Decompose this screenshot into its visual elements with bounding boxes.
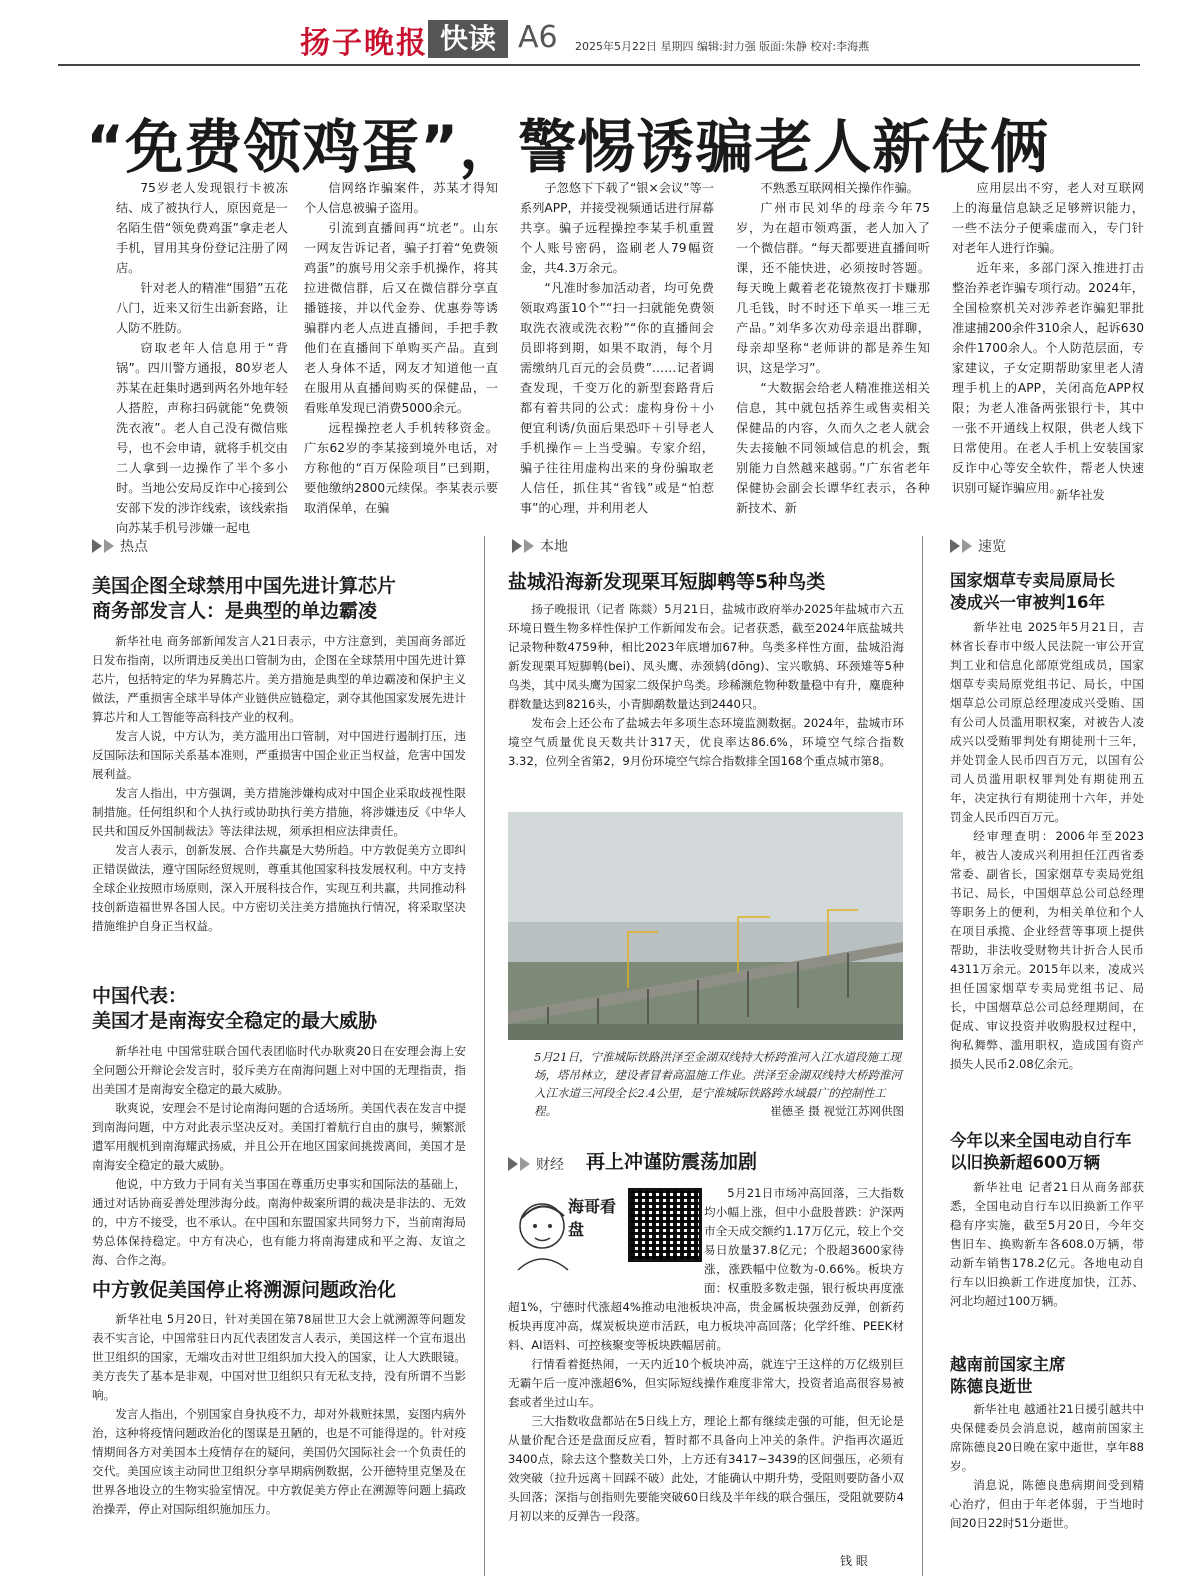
section-label-local: 本地 [512, 536, 568, 556]
paragraph: 应用层出不穷，老人对互联网上的海量信息缺乏足够辨识能力，一些不法分子便乘虚而入，专门针对老年人进行诈骗。 [952, 181, 1144, 255]
lead-column-4 [736, 178, 930, 515]
paragraph: 他说，中方致力于同有关当事国在尊重历史事实和国际法的基础上，通过对话协商妥善处理涉海分歧。南海仲裁案所谓的裁决是非法的、无效的，中方不接受，也不承认。在中国和东盟国家共同努力下，当前南海局势总体保持稳定。中方有决心，也有能力将南海建成和平之海、友谊之海、合作之海。 [92, 1177, 466, 1267]
column-divider-right [922, 536, 923, 1576]
column-divider-left [484, 536, 485, 1576]
hot-article-2-title: 中国代表： 美国才是南海安全稳定的最大威胁 [92, 985, 378, 1032]
hot-article-1-title: 美国企图全球禁用中国先进计算芯片 商务部发言人：是典型的单边霸凌 [92, 575, 397, 622]
paragraph: 新华社电 商务部新闻发言人21日表示，中方注意到，美国商务部近日发布指南，以所谓违反美出口管制为由，企图在全球禁用中国先进计算芯片，包括特定的华为昇腾芯片。美方措施是典型的单边霸凌和保护主义做法，严重损害全球半导体产业链供应链稳定，剥夺其他国家发展先进计算芯片和人工智能等高科技产业的权利。 [92, 634, 466, 724]
paragraph: 新华社电 2025年5月21日，吉林省长春市中级人民法院一审公开宣判工业和信息化部原党组成员，国家烟草专卖局原党组书记、局长，中国烟草总公司原总经理凌成兴受贿、国有公司人员滥用职权案，对被告人凌成兴以受贿罪判处有期徒刑十三年，并处罚金人民币四百万元，以国有公司人员滥用职权罪判处有期徒刑五年，决定执行有期徒刑十六年，并处罚金人民币四百万元。 [950, 620, 1144, 824]
paragraph: 信网络诈骗案件，苏某才得知个人信息被骗子盗用。 [304, 181, 498, 215]
issue-meta: 2025年5月22日 星期四 编辑:封力强 版面:朱静 校对:李海燕 [575, 40, 870, 53]
paragraph: 75岁老人发现银行卡被冻结、成了被执行人，原因竟是一名陌生借“领免费鸡蛋”拿走老人手机，冒用其身份登记注册了网店。 [116, 181, 288, 275]
paragraph: 新华社电 记者21日从商务部获悉，全国电动自行车以旧换新工作平稳有序实施，截至5月20日，今年交售旧车、换购新车各608.0万辆，带动新车销售178.2亿元。各地电动自行车以旧换新工作进度加快，江苏、河北均超过100万辆。 [950, 1180, 1144, 1308]
paragraph: 近年来，多部门深入推进打击整治养老诈骗专项行动。2024年，全国检察机关对涉养老诈骗犯罪批准逮捕200余件310余人，起诉630余件1700余人。个人防范层面，专家建议，子女定期帮助家里老人清理手机上的APP，关闭高危APP权限；为老人准备两张银行卡，其中一张不开通线上权限，供老人线下日常使用。在老人手机上安装国家反诈中心等安全软件，帮老人快速识别可疑诈骗应用。 [952, 261, 1144, 495]
paragraph: 远程操控老人手机转移资金。广东62岁的李某接到境外电话，对方称他的“百万保险项目”已到期，要他缴纳2800元续保。李某表示要取消保单，在骗 [304, 421, 498, 515]
paragraph: 5月21日市场冲高回落，三大指数均小幅上涨，但中小盘股普跌：沪深两市全天成交额约1.17万亿元，较上个交易日放量37.8亿元；个股超3600家待涨，涨跌幅中位数为-0.66%。板块方面：权重股多数走强，银行板块再度涨超1%，宁德时代涨超4%推动电池板块冲高，贵金属板块强劲反弹，创新药板块再度冲高，煤炭板块逆市活跃，电力板块冲高回落；化学纤维、PEEK材料、AI语料、可控核聚变等板块跌幅居前。 [508, 1186, 904, 1352]
lead-column-2 [304, 178, 498, 515]
paragraph: 发言人指出，中方强调，美方措施涉嫌构成对中国企业采取歧视性限制措施。任何组织和个人执行或协助执行美方措施，将涉嫌违反《中华人民共和国反外国制裁法》等法律法规，须承担相应法律责任。 [92, 786, 466, 838]
section-label-finance: 财经 [508, 1154, 564, 1174]
bridge-photo-illustration [508, 812, 903, 1040]
local-article-title: 盐城沿海新发现栗耳短脚鹎等5种鸟类 [508, 571, 826, 593]
photo-credit: 崔德圣 摄 视觉江苏网供图 [770, 1104, 904, 1118]
paragraph: 引流到直播间再“坑老”。山东一网友告诉记者，骗子打着“免费领鸡蛋”的旗号用父亲手机操作，将其拉进微信群，后又在微信群分享直播链接，并以代金券、优惠券等诱骗群内老人点进直播间，手把手教他们在直播间下单购买产品。直到老人身体不适，网友才知道他一直在服用从直播间购买的保健品，一看账单发现已消费5000余元。 [304, 221, 498, 415]
paragraph: 子忽悠下下载了“银×会议”等一系列APP，并接受视频通话进行屏幕共享。骗子远程操控李某手机重置个人账号密码，盗刷老人79幅资金，共4.3万余元。 [520, 181, 714, 275]
lead-column-1 [116, 178, 288, 535]
page-number: A6 [518, 20, 558, 55]
top-divider [58, 64, 1140, 66]
brief-2-title: 今年以来全国电动自行车 以旧换新超600万辆 [950, 1131, 1132, 1172]
paragraph: 行情看着挺热闹，一天内近10个板块冲高，就连宁王这样的万亿级别巨无霸午后一度冲涨超6%，但实际短线操作难度非常大，投资者追高很容易被套或者坐过山车。 [508, 1357, 904, 1409]
paragraph: 新华社电 5月20日，针对美国在第78届世卫大会上就溯源等问题发表不实言论，中国常驻日内瓦代表团发言人表示，美国这样一个宣布退出世卫组织的国家，无端攻击对世卫组织加大投入的国家，让人大跌眼镜。美方丧失了基本是非观，中国对世卫组织只有无私支持，没有所谓不当影响。 [92, 1312, 466, 1402]
finance-signature: 钱 眼 [840, 1554, 868, 1568]
paragraph: 新华社电 中国常驻联合国代表团临时代办耿爽20日在安理会海上安全问题公开辩论会发言时，驳斥美方在南海问题上对中国的无理指责，指出美国才是南海安全稳定的最大威胁。 [92, 1044, 466, 1096]
paragraph: 发言人指出，个别国家自身执疫不力，却对外栽赃抹黑，妄图内病外治，这种将疫情问题政治化的图谋是丑陋的，也是不可能得逞的。针对疫情期间各方对美国本土疫情存在的疑问，美国仍欠国际社会一个负责任的交代。美国应该主动同世卫组织分享早期病例数据，公开德特里克堡及在世界各地设立的生物实验室情况。中方敦促美方停止在溯源等问题上搞政治操弄，停止对国际组织施加压力。 [92, 1407, 466, 1516]
finance-portrait-spacer [508, 1184, 704, 1280]
hot-article-3-title: 中方敦促美国停止将溯源问题政治化 [92, 1279, 397, 1301]
paragraph: 新华社电 越通社21日援引越共中央保健委员会消息说，越南前国家主席陈德良20日晚在家中逝世，享年88岁。 [950, 1402, 1144, 1473]
section-badge: 快读 [428, 20, 508, 58]
paragraph: 扬子晚报讯（记者 陈燚）5月21日，盐城市政府举办2025年盐城市六五环境日暨生物多样性保护工作新闻发布会。记者获悉，截至2024年底盐城共记录物种数4759种，相比2023年底增加67种。鸟类多样性方面，盐城沿海新发现栗耳短脚鹎(bei)、凤头鹰、赤颈鸫(dōng)、宝兴歌鸫、环颈雉等5种鸟类，其中凤头鹰为国家二级保护鸟类。珍稀濒危物种数量稳中有升，麋鹿种群数量达到8216头，小青脚鹬数量达到2440只。 [508, 602, 904, 711]
brief-3-title: 越南前国家主席 陈德良逝世 [950, 1355, 1066, 1396]
section-label-hot: 热点 [92, 536, 148, 556]
finance-article-title: 再上冲谨防震荡加剧 [586, 1151, 758, 1173]
lead-signature: 新华社发 [1056, 488, 1105, 502]
brief-3-body [950, 1400, 1144, 1570]
photo-caption: 5月21日，宁淮城际铁路洪泽至金湖双线特大桥跨淮河入江水道段施工现场，塔吊林立，建设者冒着高温施工作业。洪泽至金湖双线特大桥跨淮河入江水道三河段全长2.4公里，是宁淮城际铁路跨水域最广的控制性工程。 [534, 1050, 902, 1118]
paragraph: 窃取老年人信息用于“背锅”。四川警方通报，80岁老人苏某在赶集时遇到两名外地年轻人搭腔，声称扫码就能“免费领洗衣液”。老人自己没有微信账号，也不会申请，就将手机交由二人拿到一边操作了半个多小时。当地公安局反诈中心接到公安部下发的涉诈线索，该线索指向苏某手机号涉嫌一起电 [116, 341, 288, 535]
section-label-brief: 速览 [950, 536, 1006, 556]
lead-column-3 [520, 178, 714, 515]
paragraph: 三大指数收盘都站在5日线上方，理论上都有继续走强的可能，但无论是从量价配合还是盘面反应看，暂时都不具备向上冲关的条件。沪指再次逼近3400点，除去这个整数关口外，上方还有3417~3439的区间强压，必须有效突破（拉升远离＋回踩不破）此处，才能确认中期升势，受阻则要防备小双头回落；深指与创指则先要能突破60日线及半年线的联合强压，受阻就要防4月初以来的反弹告一段落。 [508, 1414, 904, 1523]
local-article-body [508, 600, 904, 800]
brief-2-body [950, 1178, 1144, 1326]
paragraph: 消息说，陈德良患病期间受到精心治疗，但由于年老体弱，于当地时间20日22时51分逝世。 [950, 1478, 1144, 1530]
paragraph: 发言人表示，创新发展、合作共赢是大势所趋。中方敦促美方立即纠正错误做法，遵守国际经贸规则，尊重其他国家科技发展权利。中方支持全球企业按照市场原则，深入开展科技合作，实现互利共赢，共同推动科技创新造福世界各国人民。中方密切关注美方措施执行情况，将采取坚决措施维护自身正当权益。 [92, 843, 466, 933]
paragraph: 耿爽说，安理会不是讨论南海问题的合适场所。美国代表在发言中提到南海问题，中方对此表示坚决反对。美国打着航行自由的旗号，频繁派遣军用舰机到南海耀武扬威，并且公开在地区国家间挑拨离间，美国才是南海安全稳定的最大威胁。 [92, 1101, 466, 1172]
bridge-construction-photo [508, 812, 903, 1040]
paragraph: 不熟悉互联网相关操作作骗。 [760, 181, 919, 195]
paragraph: 经审理查明：2006年至2023年，被告人凌成兴利用担任江西省委常委、副省长，国家烟草专卖局党组书记、局长，中国烟草总公司总经理等职务上的便利，为相关单位和个人在项目承揽、企业经营等事项上提供帮助，非法收受财物共计折合人民币4311万余元。2015年以来，凌成兴担任国家烟草专卖局党组书记、局长，中国烟草总公司总经理期间，在促成、审议投资并收购股权过程中，徇私舞弊、滥用职权，造成国有资产损失人民币2.08亿余元。 [950, 829, 1144, 1071]
hot-article-1-body [92, 632, 466, 962]
paragraph: 广州市民刘华的母亲今年75岁，为在超市领鸡蛋，老人加入了一个微信群。“每天都要进直播间听课，还不能快进，必须按时答题。每天晚上戴着老花镜熬夜打卡赚那几毛钱，时不时还下单买一堆三无产品。”刘华多次劝母亲退出群聊，母亲却坚称“老师讲的都是养生知识，这是学习”。 [736, 201, 930, 375]
main-headline: “免费领鸡蛋”，警惕诱骗老人新伎俩 [86, 113, 1050, 181]
paragraph: 发布会上还公布了盐城去年多项生态环境监测数据。2024年，盐城市环境空气质量优良天数共计317天，优良率达86.6%，环境空气综合指数3.32，位列全省第2，9月份环境空气综合指数排全国168个重点城市第8。 [508, 716, 904, 768]
paragraph: 针对老人的精准“围猎”五花八门，近来又衍生出新套路，让人防不胜防。 [116, 281, 288, 335]
paragraph: “凡准时参加活动者，均可免费领取鸡蛋10个”“扫一扫就能免费领取洗衣液或洗衣粉”“你的直播间会员即将到期，如果不取消，每个月需缴纳几百元的会员费”……记者调查发现，千变万化的新型套路背后都有着共同的公式：虚构身份＋小便宜利诱/负面后果恐吓＋引导老人手机操作＝上当受骗。专家介绍，骗子往往用虚构出来的身份骗取老人信任，抓住其“省钱”或是“怕惹事”的心理，并利用老人 [520, 281, 714, 515]
finance-article-body [508, 1184, 904, 1560]
brief-1-body [950, 618, 1144, 1104]
hot-article-2-body [92, 1042, 466, 1267]
paragraph: “大数据会给老人精准推送相关信息，其中就包括养生或售卖相关保健品的内容，久而久之老人就会失去接触不同领域信息的机会，甄别能力自然越来越弱。”广东省老年保健协会副会长谭华红表示，各种新技术、新 [736, 381, 930, 515]
columnist-name: 海哥看盘 [568, 1197, 617, 1239]
hot-article-3-body [92, 1310, 466, 1574]
brief-1-title: 国家烟草专卖局原局长 凌成兴一审被判16年 [950, 571, 1115, 612]
paragraph: 发言人说，中方认为，美方滥用出口管制，对中国进行遏制打压，违反国际法和国际关系基本准则，严重损害中国企业正当权益，危害中国发展利益。 [92, 729, 466, 781]
newspaper-logo: 扬子晚报 [300, 26, 428, 61]
